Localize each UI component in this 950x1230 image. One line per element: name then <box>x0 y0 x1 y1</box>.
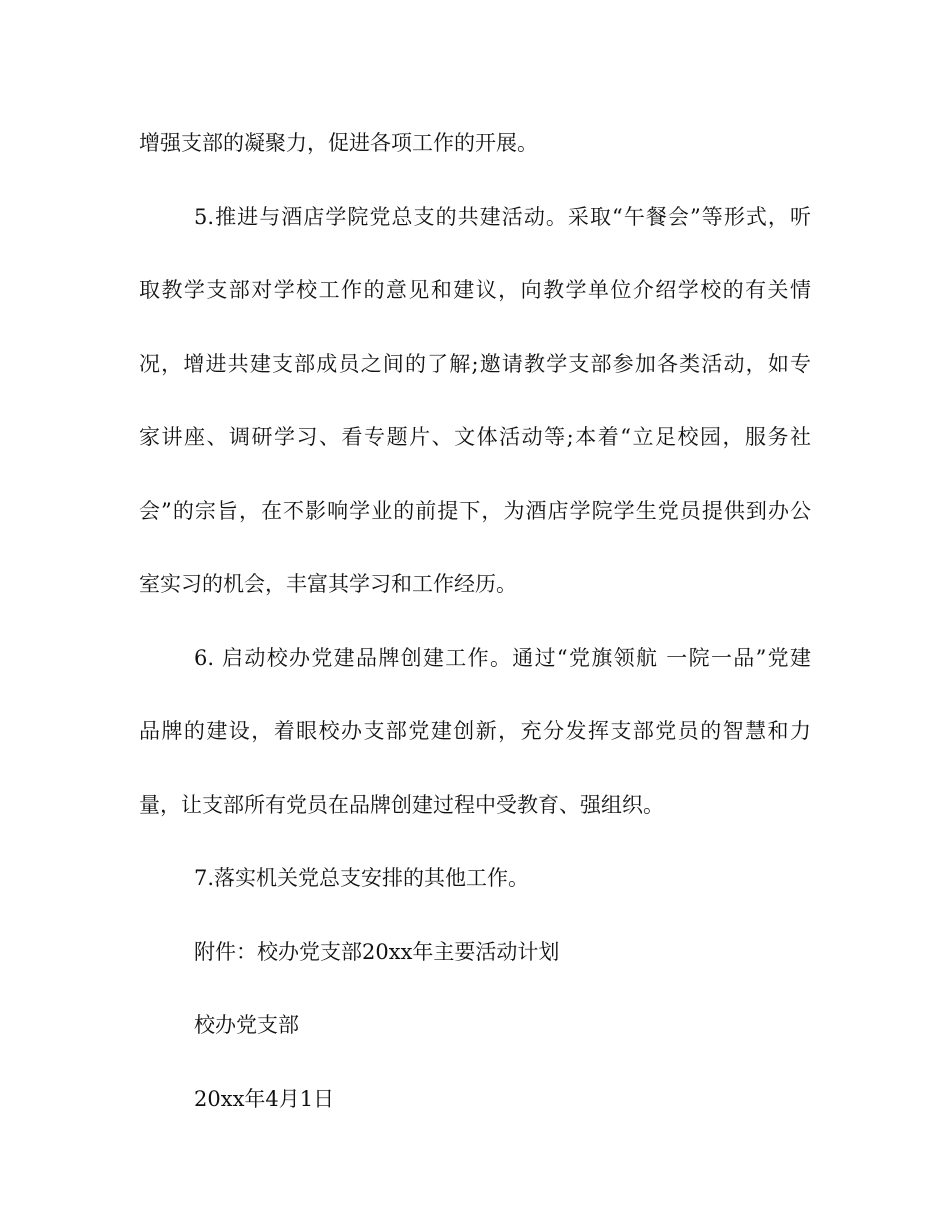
item-5-line-3: 况，增进共建支部成员之间的了解;邀请教学支部参加各类活动，如专 <box>139 352 811 376</box>
item-5-line-2: 取教学支部对学校工作的意见和建议，向教学单位介绍学校的有关情 <box>139 278 811 302</box>
item-7: 7.落实机关党总支安排的其他工作。 <box>194 866 530 890</box>
paragraph-4-tail: 增强支部的凝聚力，促进各项工作的开展。 <box>139 131 538 155</box>
signature-date: 20xx年4月1日 <box>194 1087 335 1111</box>
item-6-line-2: 品牌的建设，着眼校办支部党建创新，充分发挥支部党员的智慧和力 <box>139 719 811 743</box>
item-6-line-3: 量，让支部所有党员在品牌创建过程中受教育、强组织。 <box>139 793 664 817</box>
item-5-line-1: 5.推进与酒店学院党总支的共建活动。采取“午餐会”等形式，听 <box>194 205 811 229</box>
item-5-line-4: 家讲座、调研学习、看专题片、文体活动等;本着“立足校园，服务社 <box>139 425 811 449</box>
item-5-line-5: 会”的宗旨，在不影响学业的前提下，为酒店学院学生党员提供到办公 <box>139 499 811 523</box>
item-5-line-6: 室实习的机会，丰富其学习和工作经历。 <box>139 572 517 596</box>
signature-org: 校办党支部 <box>194 1013 299 1037</box>
attachment-note: 附件：校办党支部20xx年主要活动计划 <box>194 940 560 964</box>
item-6-line-1: 6. 启动校办党建品牌创建工作。通过“党旗领航 一院一品”党建 <box>194 646 811 670</box>
